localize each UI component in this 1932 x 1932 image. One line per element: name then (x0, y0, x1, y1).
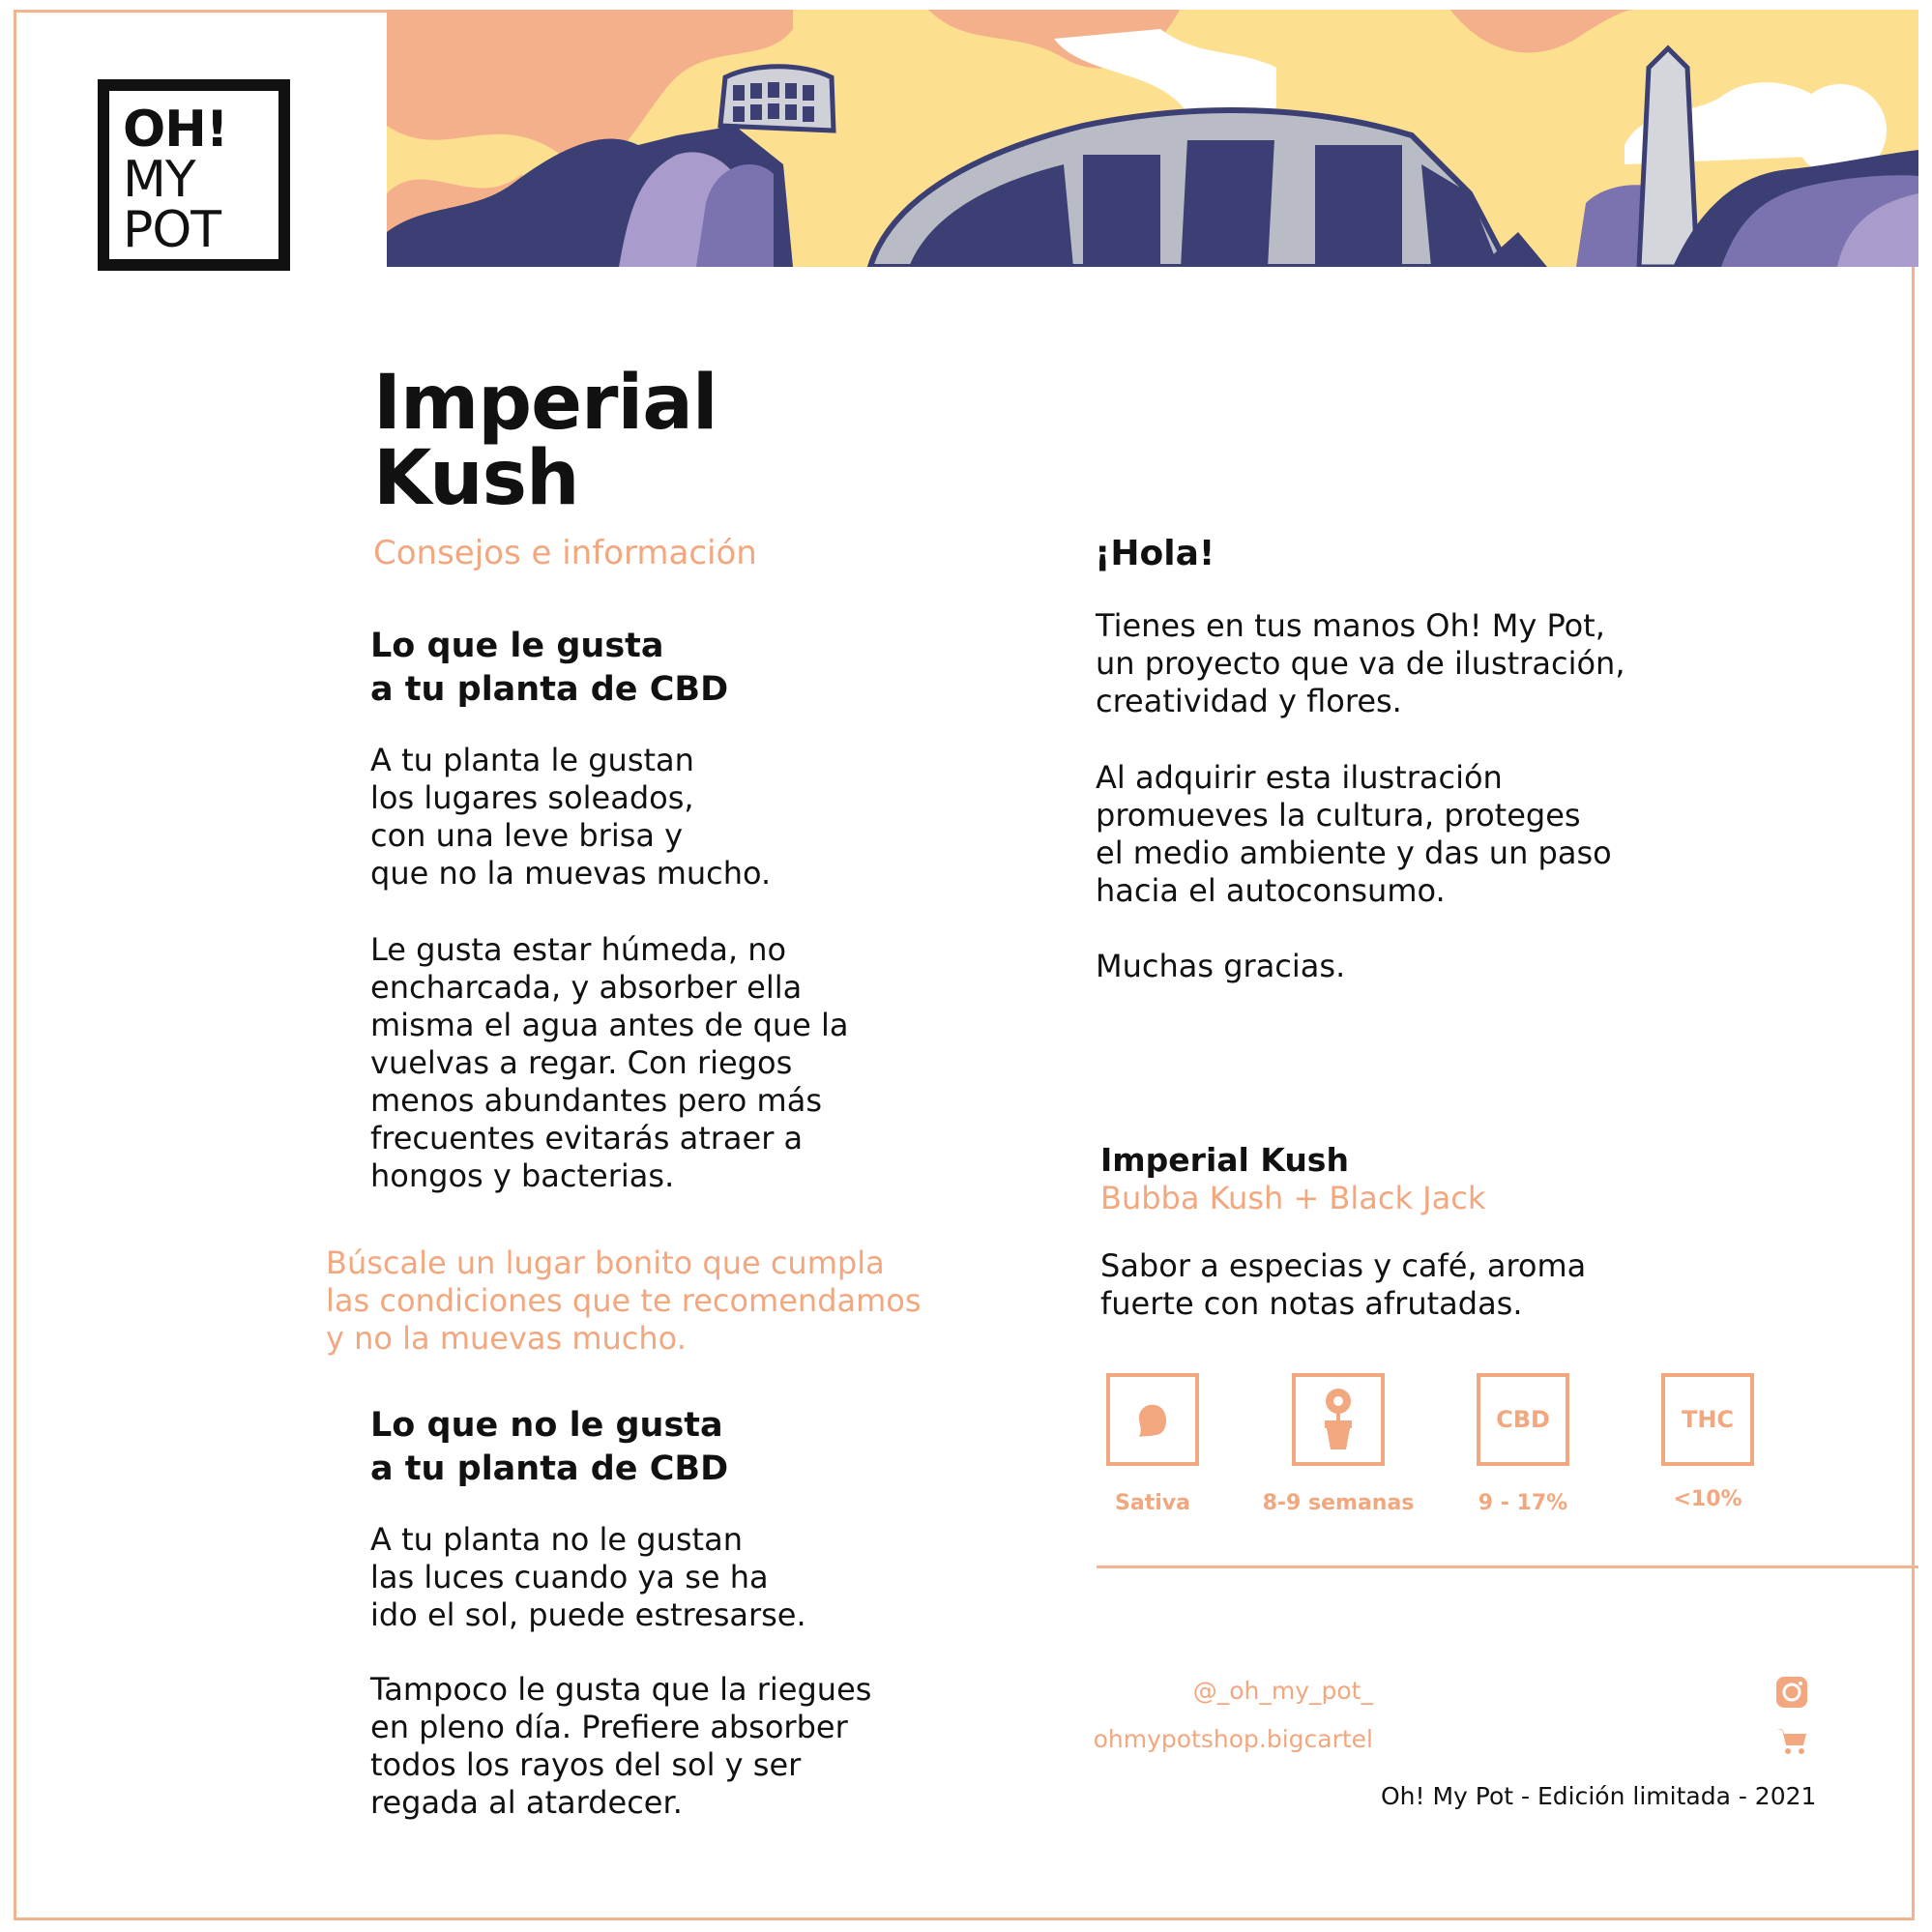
spec-thc (1611, 1373, 1804, 1511)
product-name: Imperial Kush (1100, 1141, 1349, 1179)
spec-type-value: Sativa (1115, 1491, 1190, 1515)
brand-logo (98, 79, 290, 271)
intro-paragraph-3: Muchas gracias. (1096, 948, 1346, 984)
spec-cbd-value: 9 - 17% (1478, 1491, 1568, 1515)
logo-line-1: OH! (123, 101, 228, 159)
likes-paragraph-2: Le gusta estar húmeda, no encharcada, y absorber ella misma el agua antes de que la vuelvas a regar. Con riegos menos abundantes pero más frecuentes evitarás atraer a hongos y bacterias. (370, 931, 849, 1194)
page-border (14, 10, 1915, 1920)
shop-link[interactable]: ohmypotshop.bigcartel (1093, 1725, 1373, 1753)
spec-flowering (1242, 1373, 1435, 1515)
instagram-link[interactable]: @_oh_my_pot_ (1192, 1677, 1373, 1705)
tip-text: Búscale un lugar bonito que cumpla las condiciones que te recomendamos y no la muevas mucho. (326, 1244, 922, 1357)
instagram-icon[interactable] (1775, 1676, 1808, 1709)
cart-icon[interactable] (1775, 1724, 1808, 1757)
greeting: ¡Hola! (1095, 534, 1215, 573)
flower-pot-icon (1292, 1373, 1385, 1466)
intro-paragraph-2: Al adquirir esta ilustración promueves la cultura, proteges el medio ambiente y das un paso hacia el autoconsumo. (1096, 759, 1612, 909)
product-description: Sabor a especias y café, aroma fuerte con notas afrutadas. (1100, 1247, 1587, 1322)
section-divider (1097, 1566, 1918, 1568)
logo-line-3: POT (123, 201, 221, 259)
likes-paragraph-1: A tu planta le gustan los lugares soleados, con una leve brisa y que no la muevas mucho. (370, 742, 772, 892)
header-illustration (387, 10, 1918, 267)
page-subtitle: Consejos e información (373, 534, 757, 572)
logo-line-2: MY (123, 151, 195, 209)
spec-thc-value: <10% (1673, 1487, 1742, 1511)
spec-cbd (1426, 1373, 1620, 1515)
dislikes-paragraph-2: Tampoco le gusta que la riegues en pleno día. Prefiere absorber todos los rayos del sol y ser regada al atardecer. (370, 1671, 872, 1821)
page-title: Imperial Kush (373, 360, 717, 522)
cbd-icon: CBD (1477, 1373, 1569, 1466)
edition-note: Oh! My Pot - Edición limitada - 2021 (1381, 1782, 1817, 1810)
spec-flowering-value: 8-9 semanas (1262, 1491, 1415, 1515)
dislikes-paragraph-1: A tu planta no le gustan las luces cuando ya se ha ido el sol, puede estresarse. (370, 1521, 806, 1633)
intro-paragraph-1: Tienes en tus manos Oh! My Pot, un proyecto que va de ilustración, creatividad y flores. (1096, 607, 1625, 719)
likes-heading: Lo que le gusta a tu planta de CBD (370, 627, 729, 709)
thc-icon: THC (1661, 1373, 1754, 1466)
seed-icon (1106, 1373, 1199, 1466)
dislikes-heading: Lo que no le gusta a tu planta de CBD (370, 1406, 729, 1488)
product-cross: Bubba Kush + Black Jack (1100, 1180, 1486, 1216)
spec-type (1056, 1373, 1249, 1515)
